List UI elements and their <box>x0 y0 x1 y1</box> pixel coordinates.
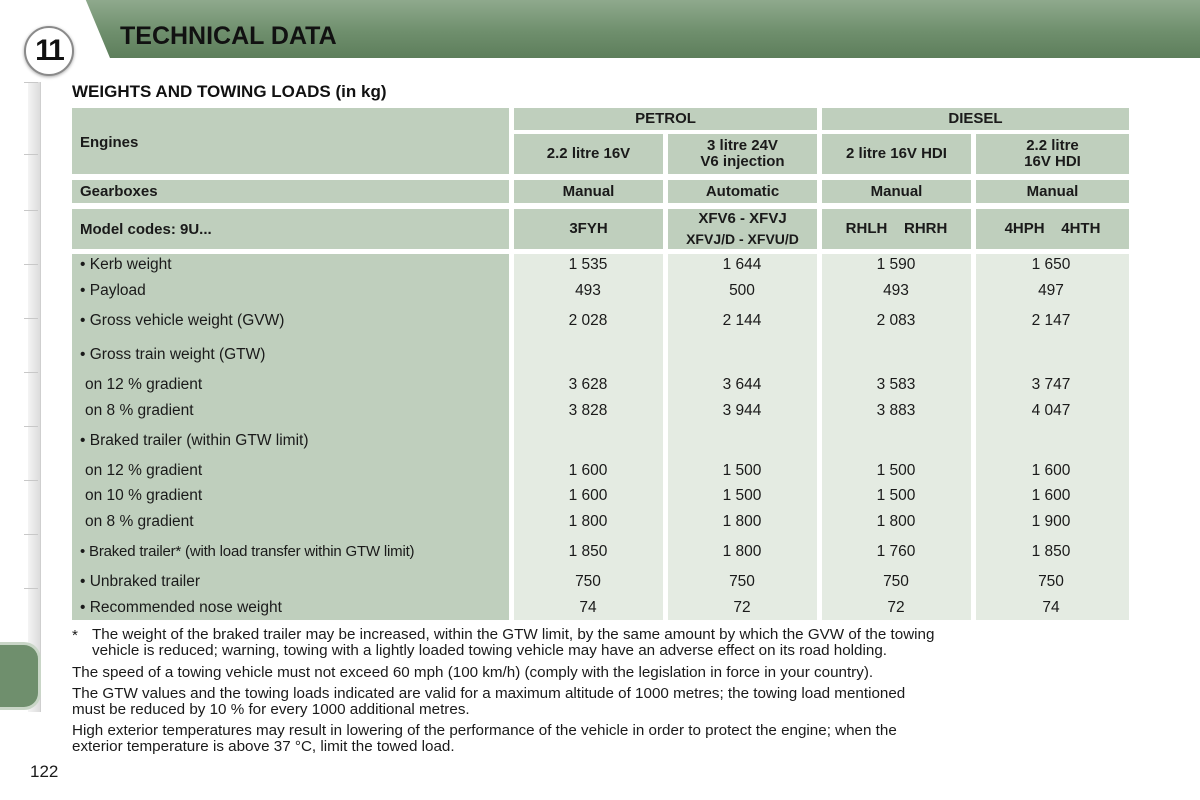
model-code: RHLH RHRH <box>845 220 948 237</box>
tab-divider <box>24 264 38 265</box>
row-label: on 12 % gradient <box>85 376 203 393</box>
row-value: 1 644 <box>722 256 762 273</box>
engine-line: 2.2 litre <box>1026 137 1079 154</box>
row-value: 2 083 <box>876 312 916 329</box>
tab-rail <box>28 82 41 712</box>
row-value: 2 147 <box>1031 312 1071 329</box>
row-value: 72 <box>733 599 751 616</box>
tab-divider <box>24 210 38 211</box>
engine-cell <box>822 134 971 174</box>
row-label: • Recommended nose weight <box>80 599 282 616</box>
active-chapter-tab[interactable] <box>0 645 38 707</box>
engine-line: 2.2 litre 16V <box>546 145 631 162</box>
model-codes-label: Model codes: 9U... <box>72 209 509 249</box>
row-label: on 10 % gradient <box>85 487 203 504</box>
chapter-tabs <box>0 82 40 722</box>
row-value: 750 <box>883 573 909 590</box>
row-value: 2 028 <box>568 312 608 329</box>
row-label: • Kerb weight <box>80 256 172 273</box>
row-value: 1 800 <box>876 513 916 530</box>
row-value: 3 883 <box>876 402 916 419</box>
row-value: 3 944 <box>722 402 762 419</box>
gearbox-cell: Manual <box>976 180 1129 203</box>
row-value: 1 500 <box>722 487 762 504</box>
row-value: 1 800 <box>722 513 762 530</box>
row-value: 1 800 <box>568 513 608 530</box>
row-value: 1 600 <box>568 462 608 479</box>
engine-line: 3 litre 24V <box>707 137 778 154</box>
row-value: 1 500 <box>876 487 916 504</box>
engine-cell <box>976 134 1129 174</box>
row-value: 750 <box>729 573 755 590</box>
gearboxes-label: Gearboxes <box>72 180 509 203</box>
temperature-note-line: exterior temperature is above 37 °C, limit the towed load. <box>72 738 455 755</box>
row-value: 750 <box>575 573 601 590</box>
tab-divider <box>24 318 38 319</box>
row-value: 3 747 <box>1031 376 1071 393</box>
page-title: TECHNICAL DATA <box>120 22 337 50</box>
row-value: 72 <box>887 599 905 616</box>
model-code: XFV6 - XFVJ <box>698 210 787 227</box>
model-code-cell <box>668 209 817 249</box>
row-value: 3 828 <box>568 402 608 419</box>
row-value: 1 850 <box>1031 543 1071 560</box>
tab-divider <box>24 372 38 373</box>
group-petrol: PETROL <box>514 108 817 130</box>
altitude-note-line: must be reduced by 10 % for every 1000 additional metres. <box>72 701 470 718</box>
row-value: 4 047 <box>1031 402 1071 419</box>
tab-divider <box>24 480 38 481</box>
gearbox-cell: Manual <box>822 180 971 203</box>
engine-cell <box>514 134 663 174</box>
row-label: • Gross train weight (GTW) <box>80 346 266 363</box>
row-label: • Unbraked trailer <box>80 573 201 590</box>
engines-label: Engines <box>72 108 509 174</box>
value-column <box>822 254 971 620</box>
row-value: 493 <box>883 282 909 299</box>
speed-note: The speed of a towing vehicle must not exceed 60 mph (100 km/h) (comply with the legislation in force in your country). <box>72 664 874 681</box>
model-code: 3FYH <box>569 220 608 237</box>
value-column <box>668 254 817 620</box>
row-value: 3 644 <box>722 376 762 393</box>
row-value: 750 <box>1038 573 1064 590</box>
row-value: 3 583 <box>876 376 916 393</box>
model-code-cell <box>822 209 971 249</box>
row-value: 1 800 <box>722 543 762 560</box>
row-label: on 8 % gradient <box>85 402 194 419</box>
row-value: 2 144 <box>722 312 762 329</box>
engine-line: V6 injection <box>700 153 785 170</box>
row-value: 1 600 <box>1031 462 1071 479</box>
model-code-cell <box>976 209 1129 249</box>
model-code: 4HPH 4HTH <box>1004 220 1101 237</box>
row-value: 1 900 <box>1031 513 1071 530</box>
model-code-cell <box>514 209 663 249</box>
row-value: 74 <box>579 599 597 616</box>
model-code: XFVJ/D - XFVU/D <box>686 231 799 247</box>
row-label: • Gross vehicle weight (GVW) <box>80 312 285 329</box>
row-label: • Payload <box>80 282 146 299</box>
page-number: 122 <box>30 762 59 781</box>
engine-line: 2 litre 16V HDI <box>846 145 947 162</box>
row-label: • Braked trailer* (with load transfer within GTW limit) <box>80 543 415 560</box>
row-value: 1 590 <box>876 256 916 273</box>
engine-cell <box>668 134 817 174</box>
row-value: 74 <box>1042 599 1060 616</box>
row-value: 1 600 <box>1031 487 1071 504</box>
footnote-line: The weight of the braked trailer may be increased, within the GTW limit, by the same amount by which the GVW of the towing <box>92 626 935 643</box>
engine-line: 16V HDI <box>1024 153 1081 170</box>
row-label: on 12 % gradient <box>85 462 203 479</box>
row-value: 1 850 <box>568 543 608 560</box>
value-column <box>514 254 663 620</box>
gearbox-cell: Manual <box>514 180 663 203</box>
row-label: on 8 % gradient <box>85 513 194 530</box>
row-value: 1 500 <box>722 462 762 479</box>
footnote-line: vehicle is reduced; warning, towing with a lightly loaded towing vehicle may have an adverse effect on its road holding. <box>92 642 887 659</box>
row-value: 497 <box>1038 282 1064 299</box>
row-value: 1 760 <box>876 543 916 560</box>
row-value: 1 500 <box>876 462 916 479</box>
row-value: 493 <box>575 282 601 299</box>
row-value: 1 650 <box>1031 256 1071 273</box>
row-value: 500 <box>729 282 755 299</box>
group-diesel: DIESEL <box>822 108 1129 130</box>
temperature-note-line: High exterior temperatures may result in lowering of the performance of the vehicle in order to protect the engine; when the <box>72 722 897 739</box>
gearbox-cell: Automatic <box>668 180 817 203</box>
altitude-note-line: The GTW values and the towing loads indicated are valid for a maximum altitude of 1000 metres; the towing load mentioned <box>72 685 906 702</box>
section-title: WEIGHTS AND TOWING LOADS (in kg) <box>72 82 387 101</box>
value-column <box>976 254 1129 620</box>
tab-divider <box>24 426 38 427</box>
tab-divider <box>24 588 38 589</box>
row-value: 3 628 <box>568 376 608 393</box>
chapter-number: 11 <box>35 34 63 67</box>
footnote-marker: * <box>72 627 78 644</box>
row-value: 1 535 <box>568 256 608 273</box>
tab-divider <box>24 154 38 155</box>
row-value: 1 600 <box>568 487 608 504</box>
row-label: • Braked trailer (within GTW limit) <box>80 432 309 449</box>
tab-divider <box>24 534 38 535</box>
chapter-badge <box>24 26 74 76</box>
tab-divider <box>24 82 38 83</box>
